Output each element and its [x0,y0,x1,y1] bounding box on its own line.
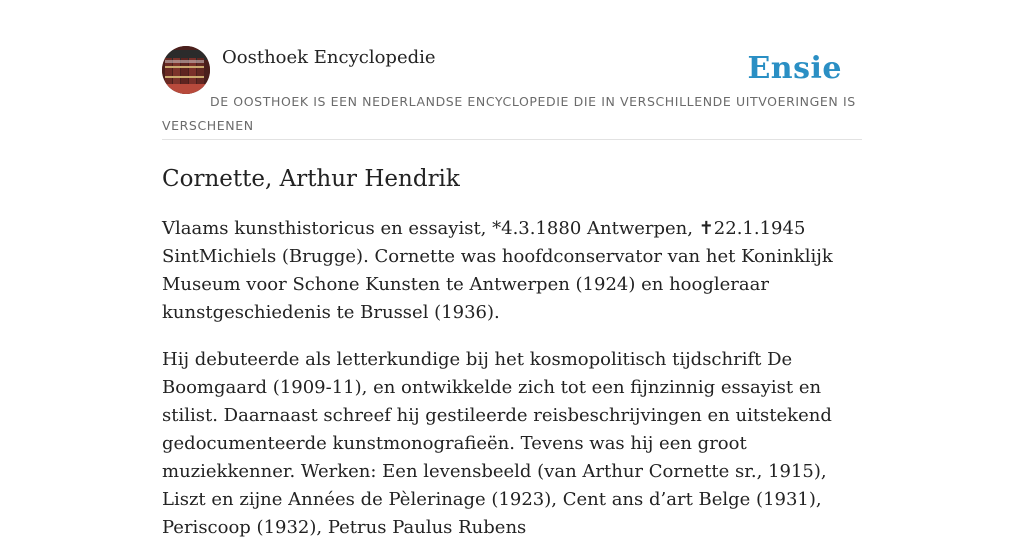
header-divider [162,139,862,140]
brand-logo[interactable]: Ensie [747,51,842,86]
encyclopedia-books-icon [162,46,210,94]
tagline: DE OOSTHOEK IS EEN NEDERLANDSE ENCYCLOPEDIE DIE IN VERSCHILLENDE UITVOERINGEN IS VERSCHENEN [162,94,856,133]
article-title: Cornette, Arthur Hendrik [162,166,460,192]
publication-title[interactable]: Oosthoek Encyclopedie [222,47,436,68]
article-paragraph: Vlaams kunsthistoricus en essayist, *4.3.1880 Antwerpen, ✝22.1.1945 SintMichiels (Brugge). Cornette was hoofdconservator van het Koninklijk Museum voor Schone Kunsten te Antwerpen (1924) en hoogleraar kunstgeschiedenis te Brussel (1936). [162,218,833,323]
avatar[interactable] [162,46,210,94]
article-paragraph: Hij debuteerde als letterkundige bij het kosmopolitisch tijdschrift De Boomgaard (1909-11), en ontwikkelde zich tot een fijnzinnig essayist en stilist. Daarnaast schreef hij gestileerde reisbeschrijvingen en uitstekend gedocumenteerde kunstmonografieën. Tevens was hij een groot muziekkenner. Werken: Een levensbeeld (van Arthur Cornette sr., 1915), Liszt en zijne Années de Pèlerinage (1923), Cent ans d’art Belge (1931), Periscoop (1932), Petrus Paulus Rubens [162,349,832,538]
article [162,163,862,542]
